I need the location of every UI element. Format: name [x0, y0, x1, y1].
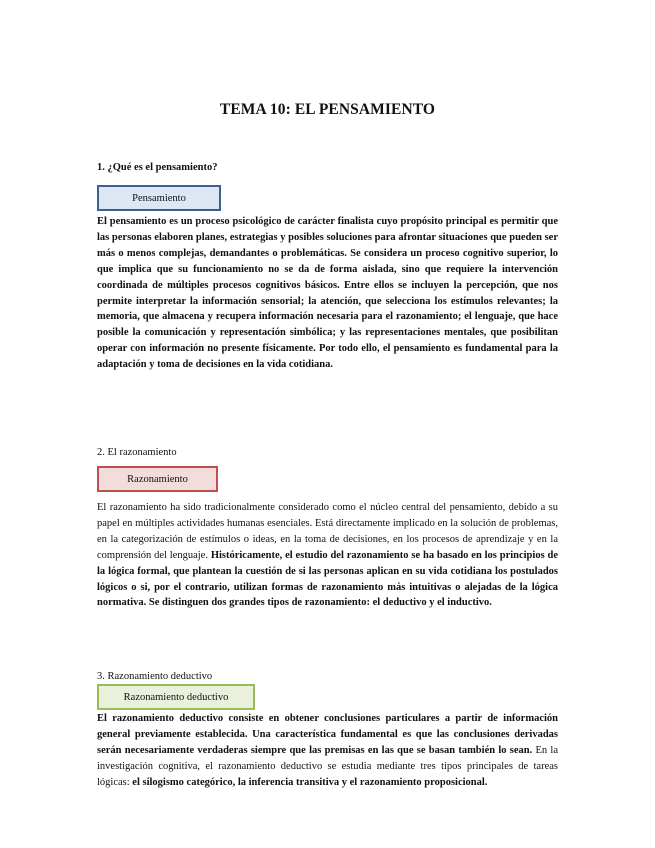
section-2-paragraph — [97, 500, 558, 611]
concept-box-razonamiento — [97, 466, 218, 492]
concept-box-pensamiento — [97, 185, 221, 211]
concept-box-label: Pensamiento — [132, 192, 186, 204]
section-3-paragraph — [97, 711, 558, 791]
section-3-text-bold: El razonamiento deductivo consiste en obtener conclusiones particulares a partir de información general previamente establecida. Una característica fundamental es que las conclusiones derivadas serán necesariamente verdaderas siempre que las premisas en las que se basan también lo sean. — [97, 713, 558, 756]
section-1-paragraph: El pensamiento es un proceso psicológico de carácter finalista cuyo propósito principal es permitir que las personas elaboren planes, estrategias y posibles soluciones para afrontar situaciones que pueden ser más o menos complejas, demandantes o problemáticas. Se considera un proceso cognitivo superior, lo que implica que su funcionamiento no se da de forma aislada, sino que requiere la intervención coordinada de múltiples procesos cognitivos básicos. Entre ellos se incluyen la percepción, que nos permite interpretar la información sensorial; la atención, que selecciona los estímulos relevantes; la memoria, que almacena y recupera información necesaria para el razonamiento; el lenguaje, que hace posible la comunicación y representación simbólica; y las representaciones mentales, que posibilitan operar con información no presente físicamente. Por todo ello, el pensamiento es fundamental para la adaptación y toma de decisiones en la vida cotidiana. — [97, 216, 558, 371]
section-heading-3: 3. Razonamiento deductivo — [97, 671, 213, 682]
section-heading-2: 2. El razonamiento — [97, 447, 177, 458]
concept-box-razonamiento-deductivo — [97, 684, 255, 710]
page-title: TEMA 10: EL PENSAMIENTO — [219, 101, 436, 118]
section-2-text-bold: Históricamente, el estudio del razonamiento se ha basado en los principios de la lógica formal, que plantean la cuestión de si las personas aplican en su vida cotidiana los postulados lógicos o si, por el contrario, utilizan formas de razonamiento más intuitivas o alejadas de la lógica normativa. Se distinguen dos grandes tipos de razonamiento: el deductivo y el inductivo. — [97, 549, 559, 609]
concept-box-label: Razonamiento — [127, 473, 188, 485]
section-heading-1: 1. ¿Qué es el pensamiento? — [97, 162, 218, 173]
concept-box-label: Razonamiento deductivo — [123, 691, 229, 703]
section-3-text-bold-end: el silogismo categórico, la inferencia transitiva y el razonamiento proposicional. — [132, 776, 488, 788]
section-2-text-normal: El razonamiento ha sido tradicionalmente considerado como el núcleo central del pensamiento, debido a su papel en múltiples actividades humanas esenciales. Está directamente implicado en la solución de problemas, en la categorización de estímulos o ideas, en la toma de decisiones, en los procesos de aprendizaje y en la comprensión del lenguaje. — [97, 502, 558, 561]
section-3-text-normal: En la investigación cognitiva, el razonamiento deductivo se estudia mediante tres tipos principales de tareas lógicas: — [97, 744, 558, 788]
